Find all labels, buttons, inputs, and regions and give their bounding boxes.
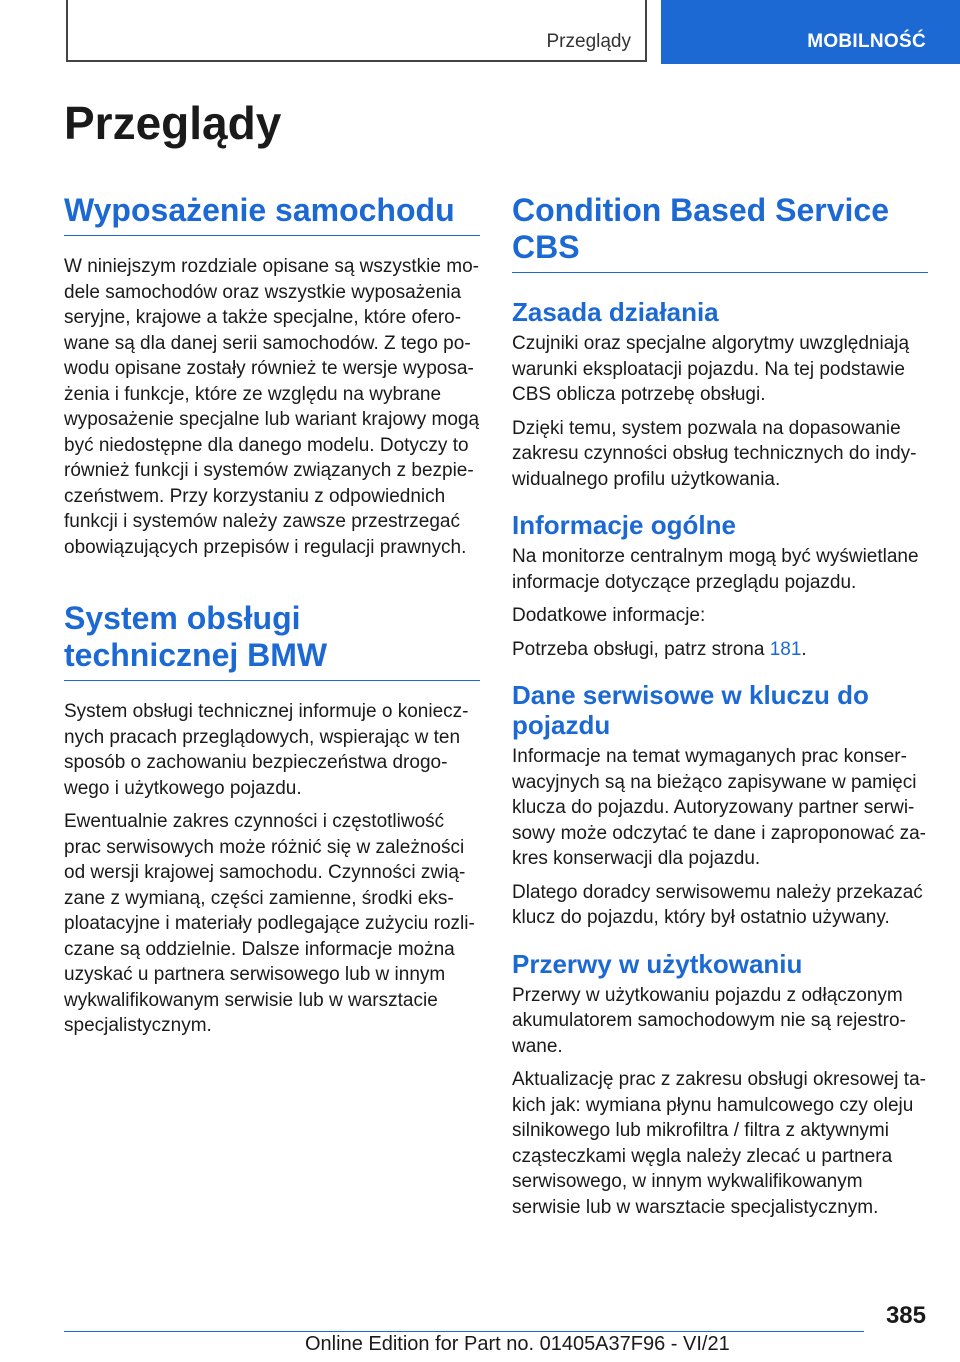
footer-edition: Online Edition for Part no. 01405A37F96 - VI/21 [305,1333,730,1355]
header-chapter-tab[interactable] [661,0,960,64]
footer [305,1333,730,1356]
paragraph-general-info-3 [512,637,928,663]
footer-divider [64,1331,864,1332]
heading-bmw-service: System obsługi technicznej BMW [64,600,480,681]
subheading-principle: Zasada działania [512,297,719,327]
subheading-key-data: Dane serwisowe w kluczu do pojazdu [512,680,869,740]
paragraph-equipment: W niniejszym rozdziale opisane są wszystkie modele samochodów oraz wszystkie wyposażenia seryjne, krajowe a także specjalne, które oferowane są dla danej serii samochodów. Z tego powodu opisane zostały również te wersje wyposażenia i funkcje, które ze względu na wybrane wyposażenie specjalne lub wariant krajowy mogą być niedostępne dla danego modelu. Dotyczy to również funkcji i systemów związanych z bezpieczeństwem. Przy korzystaniu z odpowiednich funkcji i systemów należy zawsze przestrzegać obowiązujących przepisów i regulacji prawnych. [64,256,480,558]
paragraph-bmw-service-2: Ewentualnie zakres czynności i częstotliwość prac serwisowych może różnić się w zależności od wersji krajowej samochodu. Czynności związane z wymianą, części zamienne, środki eksploatacyjne i materiały podlegające zużyciu rozliczane są oddzielnie. Dalsze informacje można uzyskać u partnera serwisowego lub w innym wykwalifikowanym serwisie lub w warsztacie specjalistycznym. [64,811,475,1036]
paragraph-key-data-2: Dlatego doradcy serwisowemu należy przekazać klucz do pojazdu, który był ostatnio używany. [512,881,923,928]
header-chapter-label: MOBILNOŚĆ [807,31,926,52]
left-column [64,192,480,1039]
paragraph-principle-1: Czujniki oraz specjalne algorytmy uwzględniają warunki eksploatacji pojazdu. Na tej podstawie CBS oblicza potrzebę obsługi. [512,333,910,405]
service-need-text: Potrzeba obsługi, patrz strona [512,638,770,660]
heading-cbs: Condition Based Service CBS [512,192,928,273]
heading-equipment: Wyposażenie samochodu [64,192,480,236]
paragraph-general-info-1: Na monitorze centralnym mogą być wyświetlane informacje dotyczące przeglądu pojazdu. [512,546,919,593]
paragraph-breaks-2: Aktualizację prac z zakresu obsługi okresowej takich jak: wymiana płynu hamulcowego czy oleju silnikowego lub mikrofiltra / filtra z aktywnymi cząsteczkami węgla należy zlecać u partnera serwisowego, w innym wykwalifikowanym serwisie lub w warsztacie specjalistycznym. [512,1069,926,1218]
paragraph-principle-2: Dzięki temu, system pozwala na dopasowanie zakresu czynności obsług technicznych do indywidualnego profilu użytkowania. [512,417,917,490]
page-link-181[interactable]: 181 [769,638,802,660]
page-number: 385 [885,1302,926,1329]
header-section-box [66,0,647,62]
paragraph-breaks-1: Przerwy w użytkowaniu pojazdu z odłączonym akumulatorem samochodowym nie są rejestrowane. [512,984,906,1057]
paragraph-general-info-2: Dodatkowe informacje: [512,605,706,626]
page-title: Przeglądy [64,97,282,149]
header-section-label: Przeglądy [546,31,631,52]
paragraph-key-data-1: Informacje na temat wymaganych prac konserwacyjnych są na bieżąco zapisywane w pamięci klucza do pojazdu. Autoryzowany partner serwisowy może odczytać te dane i zaproponować zakres konserwacji dla pojazdu. [512,746,926,869]
period: . [801,638,807,660]
right-column [512,192,928,1220]
subheading-breaks: Przerwy w użytkowaniu [512,948,803,979]
paragraph-bmw-service-1: System obsługi technicznej informuje o koniecznych pracach przeglądowych, wspierając w ten sposób o zachowaniu bezpieczeństwa drogowego i użytkowego pojazdu. [64,701,469,799]
subheading-general-info: Informacje ogólne [512,510,736,540]
